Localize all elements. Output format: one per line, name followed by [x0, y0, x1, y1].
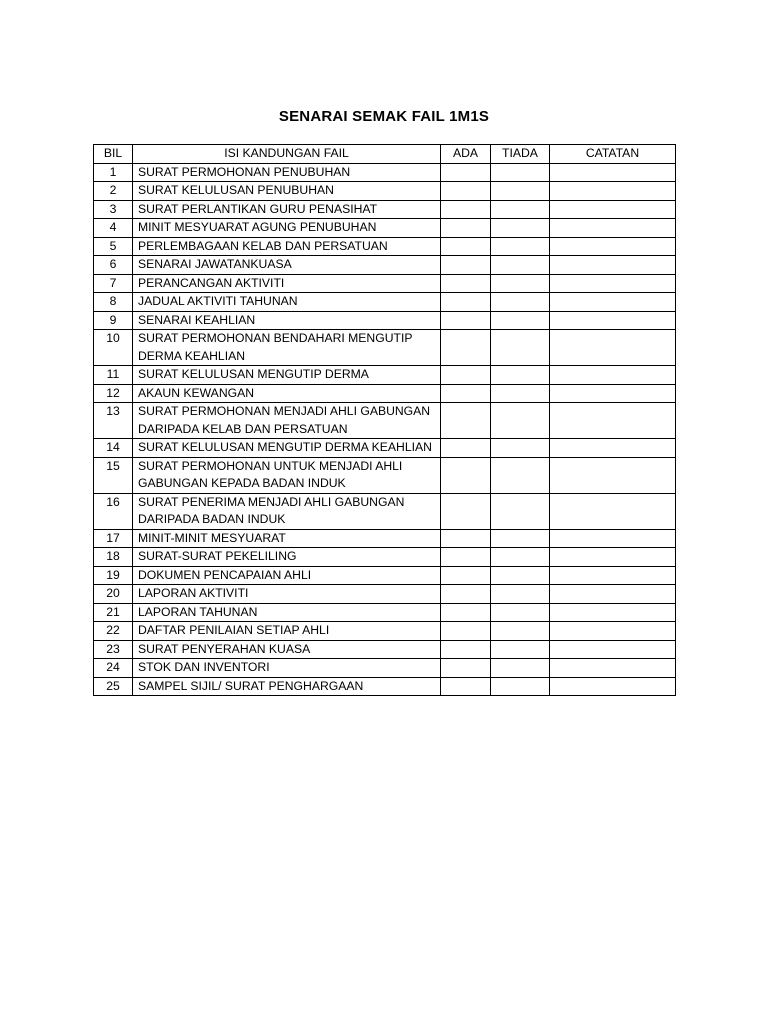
table-header-row	[94, 145, 676, 164]
row-catatan-cell	[550, 677, 676, 696]
row-catatan-cell	[550, 548, 676, 567]
row-item-text: MINIT-MINIT MESYUARAT	[133, 529, 441, 548]
row-tiada-cell	[491, 274, 550, 293]
row-item-text: SURAT PENERIMA MENJADI AHLI GABUNGAN DARIPADA BADAN INDUK	[133, 493, 441, 529]
row-item-text: SURAT PENYERAHAN KUASA	[133, 640, 441, 659]
row-item-text: DOKUMEN PENCAPAIAN AHLI	[133, 566, 441, 585]
row-number: 17	[94, 529, 133, 548]
row-catatan-cell	[550, 384, 676, 403]
row-item-text: SENARAI KEAHLIAN	[133, 311, 441, 330]
row-item-text: SURAT PERMOHONAN UNTUK MENJADI AHLI GABUNGAN KEPADA BADAN INDUK	[133, 457, 441, 493]
row-ada-cell	[441, 640, 491, 659]
row-tiada-cell	[491, 677, 550, 696]
row-ada-cell	[441, 237, 491, 256]
column-header-bil: BIL	[94, 145, 133, 164]
column-header-tiada: TIADA	[491, 145, 550, 164]
row-tiada-cell	[491, 163, 550, 182]
row-number: 9	[94, 311, 133, 330]
row-ada-cell	[441, 659, 491, 678]
row-item-text: DAFTAR PENILAIAN SETIAP AHLI	[133, 622, 441, 641]
row-item-text: LAPORAN TAHUNAN	[133, 603, 441, 622]
row-catatan-cell	[550, 603, 676, 622]
table-row	[94, 585, 676, 604]
row-catatan-cell	[550, 293, 676, 312]
table-row	[94, 603, 676, 622]
row-item-text: MINIT MESYUARAT AGUNG PENUBUHAN	[133, 219, 441, 238]
row-item-text: PERLEMBAGAAN KELAB DAN PERSATUAN	[133, 237, 441, 256]
row-ada-cell	[441, 622, 491, 641]
row-number: 15	[94, 457, 133, 493]
row-tiada-cell	[491, 293, 550, 312]
row-ada-cell	[441, 548, 491, 567]
table-row	[94, 366, 676, 385]
row-item-text: SURAT PERMOHONAN MENJADI AHLI GABUNGAN DARIPADA KELAB DAN PERSATUAN	[133, 403, 441, 439]
row-item-text: SURAT PERMOHONAN BENDAHARI MENGUTIP DERMA KEAHLIAN	[133, 330, 441, 366]
row-tiada-cell	[491, 439, 550, 458]
row-ada-cell	[441, 529, 491, 548]
table-row	[94, 200, 676, 219]
row-item-text: AKAUN KEWANGAN	[133, 384, 441, 403]
table-row	[94, 529, 676, 548]
row-ada-cell	[441, 182, 491, 201]
row-catatan-cell	[550, 640, 676, 659]
table-row	[94, 659, 676, 678]
row-catatan-cell	[550, 439, 676, 458]
row-number: 10	[94, 330, 133, 366]
row-ada-cell	[441, 366, 491, 385]
row-item-text: SURAT PERMOHONAN PENUBUHAN	[133, 163, 441, 182]
row-catatan-cell	[550, 200, 676, 219]
row-number: 13	[94, 403, 133, 439]
row-item-text: SURAT KELULUSAN MENGUTIP DERMA KEAHLIAN	[133, 439, 441, 458]
row-ada-cell	[441, 311, 491, 330]
row-ada-cell	[441, 163, 491, 182]
row-ada-cell	[441, 493, 491, 529]
row-item-text: LAPORAN AKTIVITI	[133, 585, 441, 604]
row-tiada-cell	[491, 659, 550, 678]
row-catatan-cell	[550, 163, 676, 182]
row-number: 16	[94, 493, 133, 529]
row-tiada-cell	[491, 640, 550, 659]
row-item-text: JADUAL AKTIVITI TAHUNAN	[133, 293, 441, 312]
row-catatan-cell	[550, 493, 676, 529]
row-number: 14	[94, 439, 133, 458]
row-catatan-cell	[550, 529, 676, 548]
row-catatan-cell	[550, 237, 676, 256]
table-row	[94, 403, 676, 439]
row-number: 25	[94, 677, 133, 696]
row-catatan-cell	[550, 585, 676, 604]
row-number: 18	[94, 548, 133, 567]
row-ada-cell	[441, 219, 491, 238]
row-tiada-cell	[491, 566, 550, 585]
table-row	[94, 330, 676, 366]
row-ada-cell	[441, 439, 491, 458]
row-number: 12	[94, 384, 133, 403]
row-ada-cell	[441, 274, 491, 293]
row-tiada-cell	[491, 493, 550, 529]
row-number: 2	[94, 182, 133, 201]
row-tiada-cell	[491, 457, 550, 493]
row-number: 19	[94, 566, 133, 585]
row-item-text: SENARAI JAWATANKUASA	[133, 256, 441, 275]
row-tiada-cell	[491, 219, 550, 238]
column-header-isi-kandungan: ISI KANDUNGAN FAIL	[133, 145, 441, 164]
table-row	[94, 548, 676, 567]
row-ada-cell	[441, 256, 491, 275]
table-row	[94, 293, 676, 312]
row-item-text: SURAT KELULUSAN MENGUTIP DERMA	[133, 366, 441, 385]
table-row	[94, 384, 676, 403]
row-ada-cell	[441, 403, 491, 439]
table-row	[94, 311, 676, 330]
column-header-ada: ADA	[441, 145, 491, 164]
row-number: 8	[94, 293, 133, 312]
row-ada-cell	[441, 200, 491, 219]
row-catatan-cell	[550, 219, 676, 238]
row-catatan-cell	[550, 256, 676, 275]
row-catatan-cell	[550, 330, 676, 366]
row-item-text: PERANCANGAN AKTIVITI	[133, 274, 441, 293]
row-number: 1	[94, 163, 133, 182]
row-ada-cell	[441, 566, 491, 585]
table-row	[94, 274, 676, 293]
row-catatan-cell	[550, 403, 676, 439]
row-number: 21	[94, 603, 133, 622]
page-title: SENARAI SEMAK FAIL 1M1S	[278, 108, 490, 125]
row-tiada-cell	[491, 622, 550, 641]
row-item-text: SURAT PERLANTIKAN GURU PENASIHAT	[133, 200, 441, 219]
row-number: 11	[94, 366, 133, 385]
row-item-text: SURAT KELULUSAN PENUBUHAN	[133, 182, 441, 201]
row-number: 24	[94, 659, 133, 678]
row-ada-cell	[441, 585, 491, 604]
table-row	[94, 182, 676, 201]
row-catatan-cell	[550, 566, 676, 585]
row-catatan-cell	[550, 366, 676, 385]
row-number: 7	[94, 274, 133, 293]
row-catatan-cell	[550, 311, 676, 330]
row-tiada-cell	[491, 311, 550, 330]
row-catatan-cell	[550, 274, 676, 293]
row-item-text: SURAT-SURAT PEKELILING	[133, 548, 441, 567]
row-item-text: STOK DAN INVENTORI	[133, 659, 441, 678]
row-tiada-cell	[491, 256, 550, 275]
table-row	[94, 566, 676, 585]
column-header-catatan: CATATAN	[550, 145, 676, 164]
row-catatan-cell	[550, 457, 676, 493]
table-row	[94, 493, 676, 529]
table-row	[94, 457, 676, 493]
table-row	[94, 219, 676, 238]
row-number: 5	[94, 237, 133, 256]
row-number: 23	[94, 640, 133, 659]
row-number: 6	[94, 256, 133, 275]
row-tiada-cell	[491, 529, 550, 548]
row-catatan-cell	[550, 182, 676, 201]
row-ada-cell	[441, 457, 491, 493]
row-tiada-cell	[491, 403, 550, 439]
table-row	[94, 237, 676, 256]
row-number: 4	[94, 219, 133, 238]
row-item-text: SAMPEL SIJIL/ SURAT PENGHARGAAN	[133, 677, 441, 696]
row-tiada-cell	[491, 330, 550, 366]
row-number: 3	[94, 200, 133, 219]
row-number: 22	[94, 622, 133, 641]
row-ada-cell	[441, 293, 491, 312]
row-ada-cell	[441, 677, 491, 696]
row-tiada-cell	[491, 548, 550, 567]
row-tiada-cell	[491, 585, 550, 604]
row-ada-cell	[441, 330, 491, 366]
row-tiada-cell	[491, 182, 550, 201]
row-tiada-cell	[491, 237, 550, 256]
checklist-table	[93, 144, 676, 696]
row-tiada-cell	[491, 384, 550, 403]
row-ada-cell	[441, 384, 491, 403]
table-row	[94, 640, 676, 659]
table-row	[94, 677, 676, 696]
row-tiada-cell	[491, 366, 550, 385]
table-row	[94, 256, 676, 275]
table-row	[94, 622, 676, 641]
row-tiada-cell	[491, 603, 550, 622]
table-row	[94, 163, 676, 182]
row-catatan-cell	[550, 659, 676, 678]
table-body	[94, 163, 676, 696]
row-tiada-cell	[491, 200, 550, 219]
table-row	[94, 439, 676, 458]
row-ada-cell	[441, 603, 491, 622]
row-number: 20	[94, 585, 133, 604]
row-catatan-cell	[550, 622, 676, 641]
